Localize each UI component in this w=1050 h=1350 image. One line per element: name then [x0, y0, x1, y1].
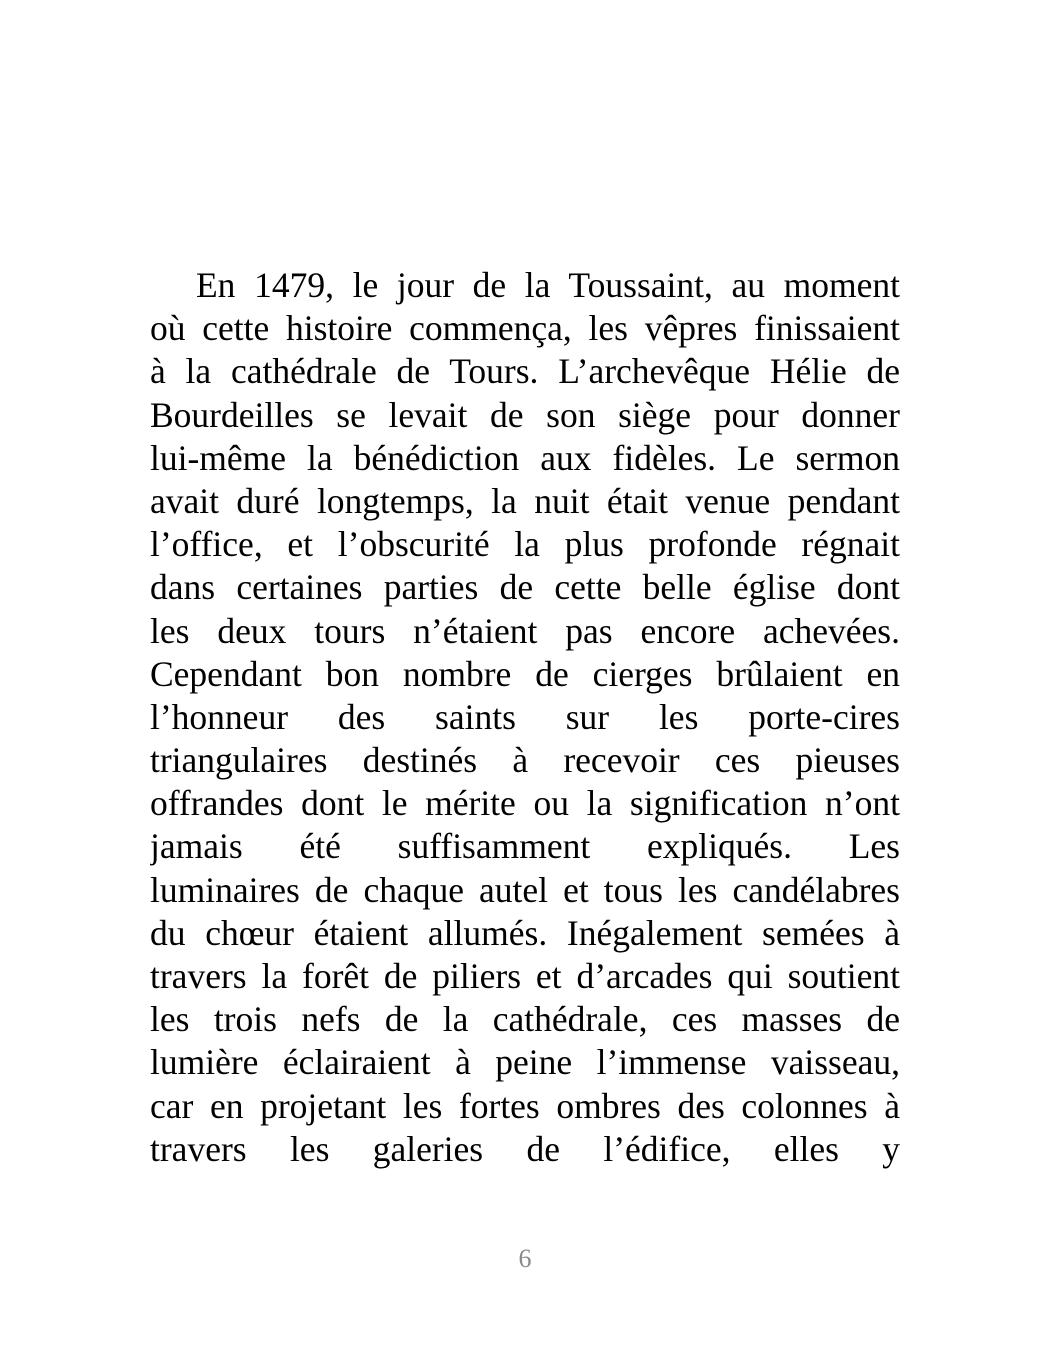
paragraph-line: lui-même la bénédiction aux fidèles. Le sermon — [150, 437, 900, 478]
paragraph-line: En 1479, le jour de la Toussaint, au moment — [196, 265, 900, 305]
page-number: 6 — [518, 1244, 532, 1273]
paragraph-line: l’office, et l’obscurité la plus profonde régnait — [150, 524, 900, 565]
paragraph-line: l’honneur des saints sur les porte-cires — [150, 696, 900, 737]
paragraph-line: avait duré longtemps, la nuit était venue pendant — [150, 480, 900, 521]
paragraph-line: du chœur étaient allumés. Inégalement semées à — [150, 912, 900, 953]
paragraph-line: les deux tours n’étaient pas encore achevées. — [150, 610, 900, 651]
paragraph-line: travers les galeries de l’édifice, elles y — [150, 1128, 900, 1169]
paragraph-line: dans certaines parties de cette belle église dont — [150, 567, 900, 608]
paragraph-line: les trois nefs de la cathédrale, ces masses de — [150, 999, 900, 1040]
paragraph-line: à la cathédrale de Tours. L’archevêque Hélie de — [150, 351, 900, 392]
paragraph-line: Cependant bon nombre de cierges brûlaient en — [150, 653, 900, 694]
body-paragraph — [150, 264, 900, 1171]
paragraph-line: luminaires de chaque autel et tous les candélabres — [150, 869, 900, 910]
paragraph-line: car en projetant les fortes ombres des colonnes à — [150, 1085, 900, 1126]
paragraph-line: travers la forêt de piliers et d’arcades qui soutient — [150, 956, 900, 996]
paragraph-line: jamais été suffisamment expliqués. Les — [150, 826, 900, 867]
paragraph-line: offrandes dont le mérite ou la signification n’ont — [150, 783, 900, 824]
paragraph-line: triangulaires destinés à recevoir ces pieuses — [150, 740, 900, 781]
paragraph-line: lumière éclairaient à peine l’immense vaisseau, — [150, 1042, 900, 1083]
paragraph-line: où cette histoire commença, les vêpres finissaient — [150, 308, 900, 349]
paragraph-line: Bourdeilles se levait de son siège pour donner — [150, 394, 900, 435]
